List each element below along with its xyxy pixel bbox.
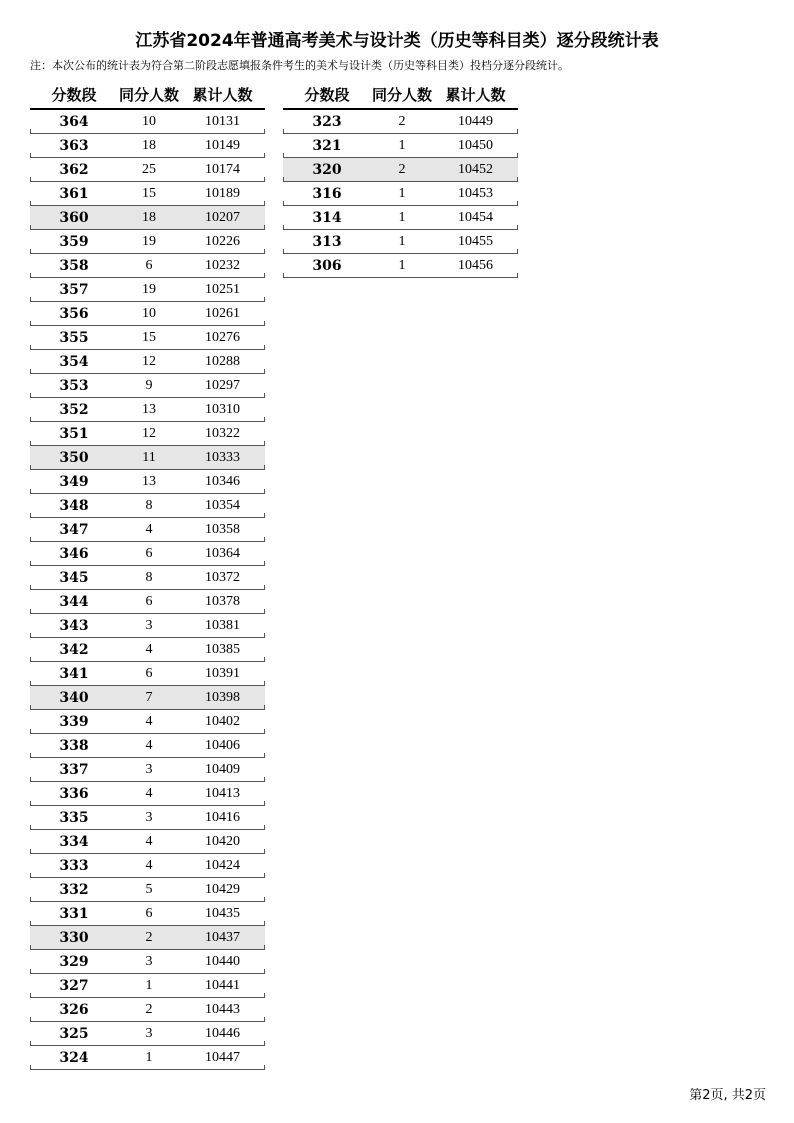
score-cell: 329 bbox=[59, 953, 89, 970]
score-cell: 359 bbox=[59, 233, 89, 250]
cumulative-cell: 10398 bbox=[205, 689, 240, 705]
same-count-cell: 8 bbox=[145, 569, 153, 585]
cumulative-cell: 10452 bbox=[458, 161, 493, 177]
header-cumulative: 累计人数 bbox=[192, 85, 253, 104]
score-cell: 344 bbox=[59, 593, 89, 610]
table-row bbox=[30, 902, 265, 926]
score-cell: 339 bbox=[59, 713, 89, 730]
table-row bbox=[30, 806, 265, 830]
same-count-cell: 2 bbox=[145, 1001, 153, 1017]
table-row bbox=[30, 662, 265, 686]
score-cell: 356 bbox=[59, 305, 89, 322]
page-footer: 第2页, 共2页 bbox=[689, 1088, 766, 1103]
same-count-cell: 4 bbox=[145, 833, 153, 849]
score-cell: 341 bbox=[59, 665, 89, 682]
cumulative-cell: 10440 bbox=[205, 953, 240, 969]
cumulative-cell: 10456 bbox=[458, 257, 493, 273]
table-row bbox=[30, 926, 265, 950]
same-count-cell: 1 bbox=[145, 1049, 153, 1065]
table-row bbox=[30, 542, 265, 566]
same-count-cell: 7 bbox=[145, 689, 153, 705]
same-count-cell: 3 bbox=[145, 1025, 153, 1041]
score-cell: 332 bbox=[59, 881, 89, 898]
score-cell: 361 bbox=[59, 185, 89, 202]
cumulative-cell: 10251 bbox=[205, 281, 240, 297]
same-count-cell: 9 bbox=[145, 377, 153, 393]
score-cell: 338 bbox=[59, 737, 89, 754]
table-row bbox=[30, 590, 265, 614]
table-row bbox=[30, 206, 265, 230]
cumulative-cell: 10454 bbox=[458, 209, 493, 225]
score-cell: 362 bbox=[59, 161, 89, 178]
cumulative-cell: 10261 bbox=[205, 305, 240, 321]
table-row bbox=[30, 254, 265, 278]
table-row bbox=[30, 974, 265, 998]
header-same-count: 同分人数 bbox=[371, 85, 432, 104]
table-row bbox=[30, 374, 265, 398]
cumulative-cell: 10297 bbox=[205, 377, 240, 393]
cumulative-cell: 10364 bbox=[205, 545, 240, 561]
score-cell: 358 bbox=[59, 257, 89, 274]
same-count-cell: 2 bbox=[398, 161, 406, 177]
score-cell: 355 bbox=[59, 329, 89, 346]
score-cell: 340 bbox=[59, 689, 89, 706]
table-row bbox=[30, 854, 265, 878]
score-cell: 326 bbox=[59, 1001, 89, 1018]
same-count-cell: 1 bbox=[398, 185, 406, 201]
table-row bbox=[30, 782, 265, 806]
score-cell: 350 bbox=[59, 449, 89, 466]
same-count-cell: 6 bbox=[145, 257, 153, 273]
table-row bbox=[30, 710, 265, 734]
cumulative-cell: 10391 bbox=[205, 665, 240, 681]
cumulative-cell: 10402 bbox=[205, 713, 240, 729]
score-table-left bbox=[30, 80, 265, 1070]
same-count-cell: 12 bbox=[142, 425, 156, 441]
table-row bbox=[30, 830, 265, 854]
score-cell: 363 bbox=[59, 137, 89, 154]
score-cell: 357 bbox=[59, 281, 89, 298]
score-cell: 353 bbox=[59, 377, 89, 394]
same-count-cell: 18 bbox=[142, 209, 156, 225]
cumulative-cell: 10131 bbox=[205, 113, 240, 129]
same-count-cell: 2 bbox=[398, 113, 406, 129]
table-row bbox=[30, 878, 265, 902]
score-cell: 331 bbox=[59, 905, 89, 922]
same-count-cell: 10 bbox=[142, 305, 156, 321]
table-row bbox=[30, 182, 265, 206]
score-cell: 327 bbox=[59, 977, 89, 994]
same-count-cell: 10 bbox=[142, 113, 156, 129]
score-cell: 360 bbox=[59, 209, 89, 226]
cumulative-cell: 10358 bbox=[205, 521, 240, 537]
table-row bbox=[30, 1022, 265, 1046]
same-count-cell: 19 bbox=[142, 233, 156, 249]
table-row bbox=[283, 230, 518, 254]
table-row bbox=[30, 686, 265, 710]
table-row bbox=[283, 254, 518, 278]
cumulative-cell: 10441 bbox=[205, 977, 240, 993]
same-count-cell: 11 bbox=[142, 449, 156, 465]
cumulative-cell: 10346 bbox=[205, 473, 240, 489]
same-count-cell: 3 bbox=[145, 953, 153, 969]
same-count-cell: 1 bbox=[398, 137, 406, 153]
table-row bbox=[30, 470, 265, 494]
cumulative-cell: 10413 bbox=[205, 785, 240, 801]
cumulative-cell: 10447 bbox=[205, 1049, 240, 1065]
table-row bbox=[283, 134, 518, 158]
score-cell: 342 bbox=[59, 641, 89, 658]
cumulative-cell: 10420 bbox=[205, 833, 240, 849]
score-cell: 349 bbox=[59, 473, 89, 490]
score-cell: 324 bbox=[59, 1049, 89, 1066]
same-count-cell: 3 bbox=[145, 809, 153, 825]
table-header bbox=[283, 80, 518, 110]
score-cell: 345 bbox=[59, 569, 89, 586]
same-count-cell: 1 bbox=[398, 257, 406, 273]
same-count-cell: 13 bbox=[142, 473, 156, 489]
score-table-right bbox=[283, 80, 518, 278]
cumulative-cell: 10446 bbox=[205, 1025, 240, 1041]
table-row bbox=[30, 998, 265, 1022]
cumulative-cell: 10310 bbox=[205, 401, 240, 417]
same-count-cell: 6 bbox=[145, 905, 153, 921]
table-row bbox=[30, 950, 265, 974]
cumulative-cell: 10149 bbox=[205, 137, 240, 153]
same-count-cell: 6 bbox=[145, 665, 153, 681]
table-row bbox=[283, 158, 518, 182]
same-count-cell: 12 bbox=[142, 353, 156, 369]
score-cell: 320 bbox=[312, 161, 342, 178]
score-cell: 354 bbox=[59, 353, 89, 370]
same-count-cell: 1 bbox=[145, 977, 153, 993]
same-count-cell: 4 bbox=[145, 737, 153, 753]
cumulative-cell: 10232 bbox=[205, 257, 240, 273]
page-title: 江苏省2024年普通高考美术与设计类（历史等科目类）逐分段统计表 bbox=[135, 31, 659, 51]
same-count-cell: 1 bbox=[398, 209, 406, 225]
score-cell: 333 bbox=[59, 857, 89, 874]
header-cumulative: 累计人数 bbox=[445, 85, 506, 104]
table-row bbox=[283, 182, 518, 206]
cumulative-cell: 10276 bbox=[205, 329, 240, 345]
cumulative-cell: 10385 bbox=[205, 641, 240, 657]
table-row bbox=[30, 398, 265, 422]
same-count-cell: 15 bbox=[142, 329, 156, 345]
table-row bbox=[30, 230, 265, 254]
table-row bbox=[30, 326, 265, 350]
same-count-cell: 19 bbox=[142, 281, 156, 297]
cumulative-cell: 10455 bbox=[458, 233, 493, 249]
cumulative-cell: 10406 bbox=[205, 737, 240, 753]
score-cell: 343 bbox=[59, 617, 89, 634]
score-cell: 364 bbox=[59, 113, 89, 130]
cumulative-cell: 10381 bbox=[205, 617, 240, 633]
score-cell: 335 bbox=[59, 809, 89, 826]
cumulative-cell: 10429 bbox=[205, 881, 240, 897]
table-row bbox=[30, 518, 265, 542]
cumulative-cell: 10322 bbox=[205, 425, 240, 441]
same-count-cell: 4 bbox=[145, 641, 153, 657]
table-row bbox=[30, 278, 265, 302]
header-same-count: 同分人数 bbox=[118, 85, 179, 104]
score-cell: 314 bbox=[312, 209, 342, 226]
same-count-cell: 13 bbox=[142, 401, 156, 417]
score-cell: 323 bbox=[312, 113, 342, 130]
same-count-cell: 5 bbox=[145, 881, 153, 897]
table-row bbox=[30, 494, 265, 518]
cumulative-cell: 10450 bbox=[458, 137, 493, 153]
cumulative-cell: 10424 bbox=[205, 857, 240, 873]
score-cell: 346 bbox=[59, 545, 89, 562]
table-row bbox=[30, 134, 265, 158]
score-cell: 334 bbox=[59, 833, 89, 850]
table-row bbox=[30, 734, 265, 758]
score-cell: 336 bbox=[59, 785, 89, 802]
score-cell: 313 bbox=[312, 233, 342, 250]
score-cell: 330 bbox=[59, 929, 89, 946]
same-count-cell: 6 bbox=[145, 593, 153, 609]
score-cell: 352 bbox=[59, 401, 89, 418]
cumulative-cell: 10189 bbox=[205, 185, 240, 201]
same-count-cell: 1 bbox=[398, 233, 406, 249]
note-text: 注：本次公布的统计表为符合第二阶段志愿填报条件考生的美术与设计类（历史等科目类）投档分逐分段统计。 bbox=[30, 59, 569, 72]
header-score: 分数段 bbox=[304, 85, 350, 104]
table-row bbox=[30, 638, 265, 662]
cumulative-cell: 10416 bbox=[205, 809, 240, 825]
cumulative-cell: 10174 bbox=[205, 161, 240, 177]
header-score: 分数段 bbox=[51, 85, 97, 104]
table-row bbox=[30, 302, 265, 326]
same-count-cell: 3 bbox=[145, 617, 153, 633]
cumulative-cell: 10378 bbox=[205, 593, 240, 609]
same-count-cell: 4 bbox=[145, 713, 153, 729]
score-cell: 316 bbox=[312, 185, 342, 202]
cumulative-cell: 10437 bbox=[205, 929, 240, 945]
table-row bbox=[283, 206, 518, 230]
cumulative-cell: 10354 bbox=[205, 497, 240, 513]
score-cell: 347 bbox=[59, 521, 89, 538]
score-cell: 325 bbox=[59, 1025, 89, 1042]
same-count-cell: 25 bbox=[142, 161, 156, 177]
same-count-cell: 4 bbox=[145, 521, 153, 537]
table-row bbox=[30, 614, 265, 638]
same-count-cell: 2 bbox=[145, 929, 153, 945]
cumulative-cell: 10288 bbox=[205, 353, 240, 369]
same-count-cell: 4 bbox=[145, 785, 153, 801]
score-cell: 351 bbox=[59, 425, 89, 442]
same-count-cell: 6 bbox=[145, 545, 153, 561]
cumulative-cell: 10226 bbox=[205, 233, 240, 249]
score-cell: 348 bbox=[59, 497, 89, 514]
same-count-cell: 4 bbox=[145, 857, 153, 873]
table-row bbox=[30, 758, 265, 782]
cumulative-cell: 10449 bbox=[458, 113, 493, 129]
table-row bbox=[30, 350, 265, 374]
cumulative-cell: 10443 bbox=[205, 1001, 240, 1017]
same-count-cell: 18 bbox=[142, 137, 156, 153]
same-count-cell: 3 bbox=[145, 761, 153, 777]
table-row bbox=[30, 158, 265, 182]
cumulative-cell: 10372 bbox=[205, 569, 240, 585]
table-row bbox=[30, 110, 265, 134]
table-row bbox=[30, 1046, 265, 1070]
same-count-cell: 15 bbox=[142, 185, 156, 201]
table-row bbox=[30, 446, 265, 470]
table-row bbox=[30, 422, 265, 446]
cumulative-cell: 10409 bbox=[205, 761, 240, 777]
cumulative-cell: 10207 bbox=[205, 209, 240, 225]
cumulative-cell: 10435 bbox=[205, 905, 240, 921]
table-header bbox=[30, 80, 265, 110]
cumulative-cell: 10333 bbox=[205, 449, 240, 465]
cumulative-cell: 10453 bbox=[458, 185, 493, 201]
table-row bbox=[30, 566, 265, 590]
score-cell: 321 bbox=[312, 137, 342, 154]
score-cell: 337 bbox=[59, 761, 89, 778]
score-cell: 306 bbox=[312, 257, 342, 274]
same-count-cell: 8 bbox=[145, 497, 153, 513]
table-row bbox=[283, 110, 518, 134]
